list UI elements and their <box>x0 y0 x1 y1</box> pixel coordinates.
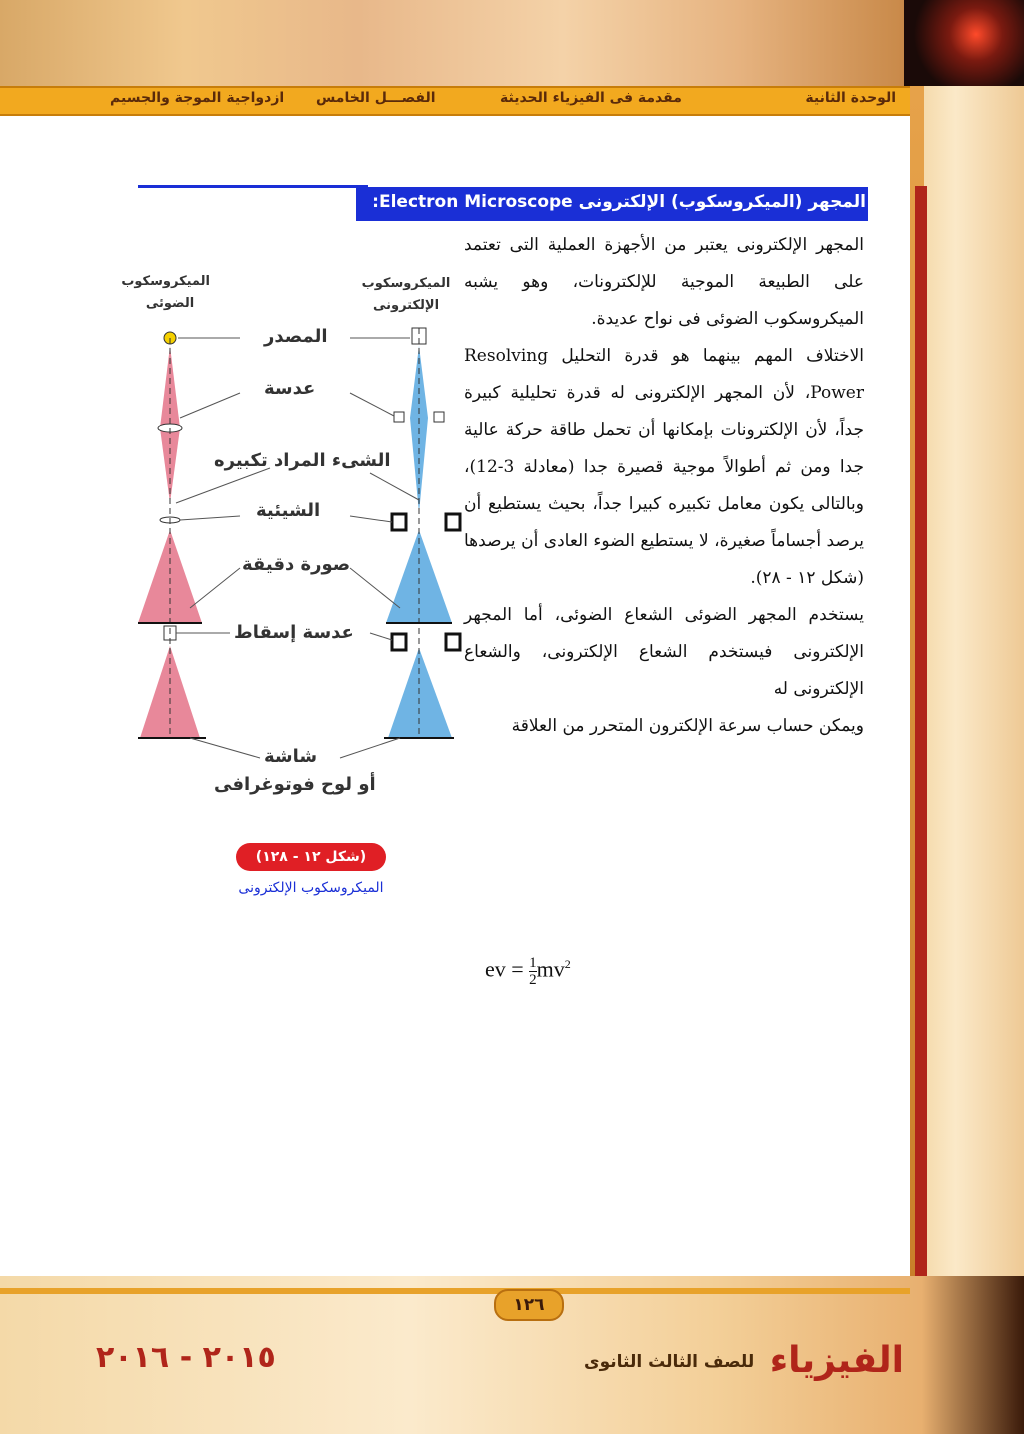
red-margin-bar <box>915 186 927 1276</box>
footer-year: ٢٠١٥ - ٢٠١٦ <box>96 1340 276 1375</box>
label-fine-image: صورة دقيقة <box>242 554 351 575</box>
footer-subtitle: للصف الثالث الثانوى <box>584 1352 755 1372</box>
electron-microscope <box>384 328 460 738</box>
electron-title-1: الميكروسكوب <box>361 276 451 291</box>
label-lens: عدسة <box>264 378 316 399</box>
label-screen: شاشة <box>264 746 318 767</box>
paragraph-3: يستخدم المجهر الضوئى الشعاع الضوئى، أما المجهر الإلكترونى فيستخدم الشعاع الإلكترونى، والشعاع الإلكترونى له <box>464 605 864 699</box>
header-subject: مقدمة فى الفيزياء الحديثة <box>500 90 682 106</box>
leader-lines <box>176 338 419 758</box>
kinetic-energy-equation <box>485 955 571 988</box>
top-decoration <box>0 0 1024 86</box>
paragraph-1: المجهر الإلكترونى يعتبر من الأجهزة العملية التى تعتمد على الطبيعة الموجية للإلكترونات، وهو يشبه الميكروسكوب الضوئى فى نواح عديدة. <box>464 235 864 329</box>
microscope-diagram <box>121 268 480 808</box>
label-source: المصدر <box>264 326 328 347</box>
eq-fraction <box>529 955 537 988</box>
header-topic: ازدواجية الموجة والجسيم <box>110 90 285 106</box>
label-objective: الشيئية <box>256 500 321 521</box>
label-photo-plate: أو لوح فوتوغرافى <box>214 774 376 795</box>
paragraph-2: الاختلاف المهم بينهما هو قدرة التحليل Resolving Power، لأن المجهر الإلكترونى له قدرة تحليلية كبيرة جداً، لأن الإلكترونات بإمكانها أن تحمل طاقة حركة عالية جدا ومن ثم أطوالاً موجية قصيرة جدا (معادلة 3-12)، وبالتالى يكون معامل تكبيره كبيرا جداً، بحيث يستطيع أن يرصد أجساماً صغيرة، لا يستطيع الضوء العادى أن يرصدها (شكل ١٢ - ٢٨). <box>464 346 864 588</box>
light-title-2: الضوئى <box>145 296 195 311</box>
condenser-coil-left <box>394 412 404 422</box>
eq-rhs: mv <box>536 956 565 982</box>
section-title: المجهر (الميكروسكوب) الإلكترونى Electron Microscope: <box>372 192 866 212</box>
eq-denominator: 2 <box>529 972 537 988</box>
title-underline <box>138 185 368 188</box>
top-right-art <box>904 0 1024 86</box>
header-chapter: الفصـــل الخامس <box>316 90 436 106</box>
footer-line <box>0 1288 910 1294</box>
light-title-1: الميكروسكوب <box>121 274 210 289</box>
label-specimen: الشىء المراد تكبيره <box>214 450 391 471</box>
objective-coil-right <box>446 514 460 530</box>
eq-lhs: ev = <box>485 956 524 982</box>
label-projection-lens: عدسة إسقاط <box>234 622 354 643</box>
electron-title-2: الإلكترونى <box>372 298 440 313</box>
figure-caption: (شكل ١٢ - ١٢٨) <box>236 843 386 871</box>
figure-subcaption: الميكروسكوب الإلكترونى <box>238 880 384 896</box>
projection-coil-right <box>446 634 460 650</box>
eq-exponent: 2 <box>564 957 571 972</box>
page-number: ١٢٦ <box>494 1289 564 1321</box>
footer-title: الفيزياء <box>769 1340 904 1381</box>
electron-cone-4 <box>388 648 452 738</box>
projection-coil-left <box>392 634 406 650</box>
diagram-svg <box>121 268 480 808</box>
condenser-coil-right <box>434 412 444 422</box>
text-column <box>464 227 864 745</box>
right-sidebar <box>910 86 1024 1276</box>
eq-numerator: 1 <box>529 955 537 971</box>
light-microscope <box>138 332 206 738</box>
objective-coil-left <box>392 514 406 530</box>
header-unit: الوحدة الثانية <box>805 90 896 106</box>
paragraph-4: ويمكن حساب سرعة الإلكترون المتحرر من العلاقة <box>511 716 864 736</box>
